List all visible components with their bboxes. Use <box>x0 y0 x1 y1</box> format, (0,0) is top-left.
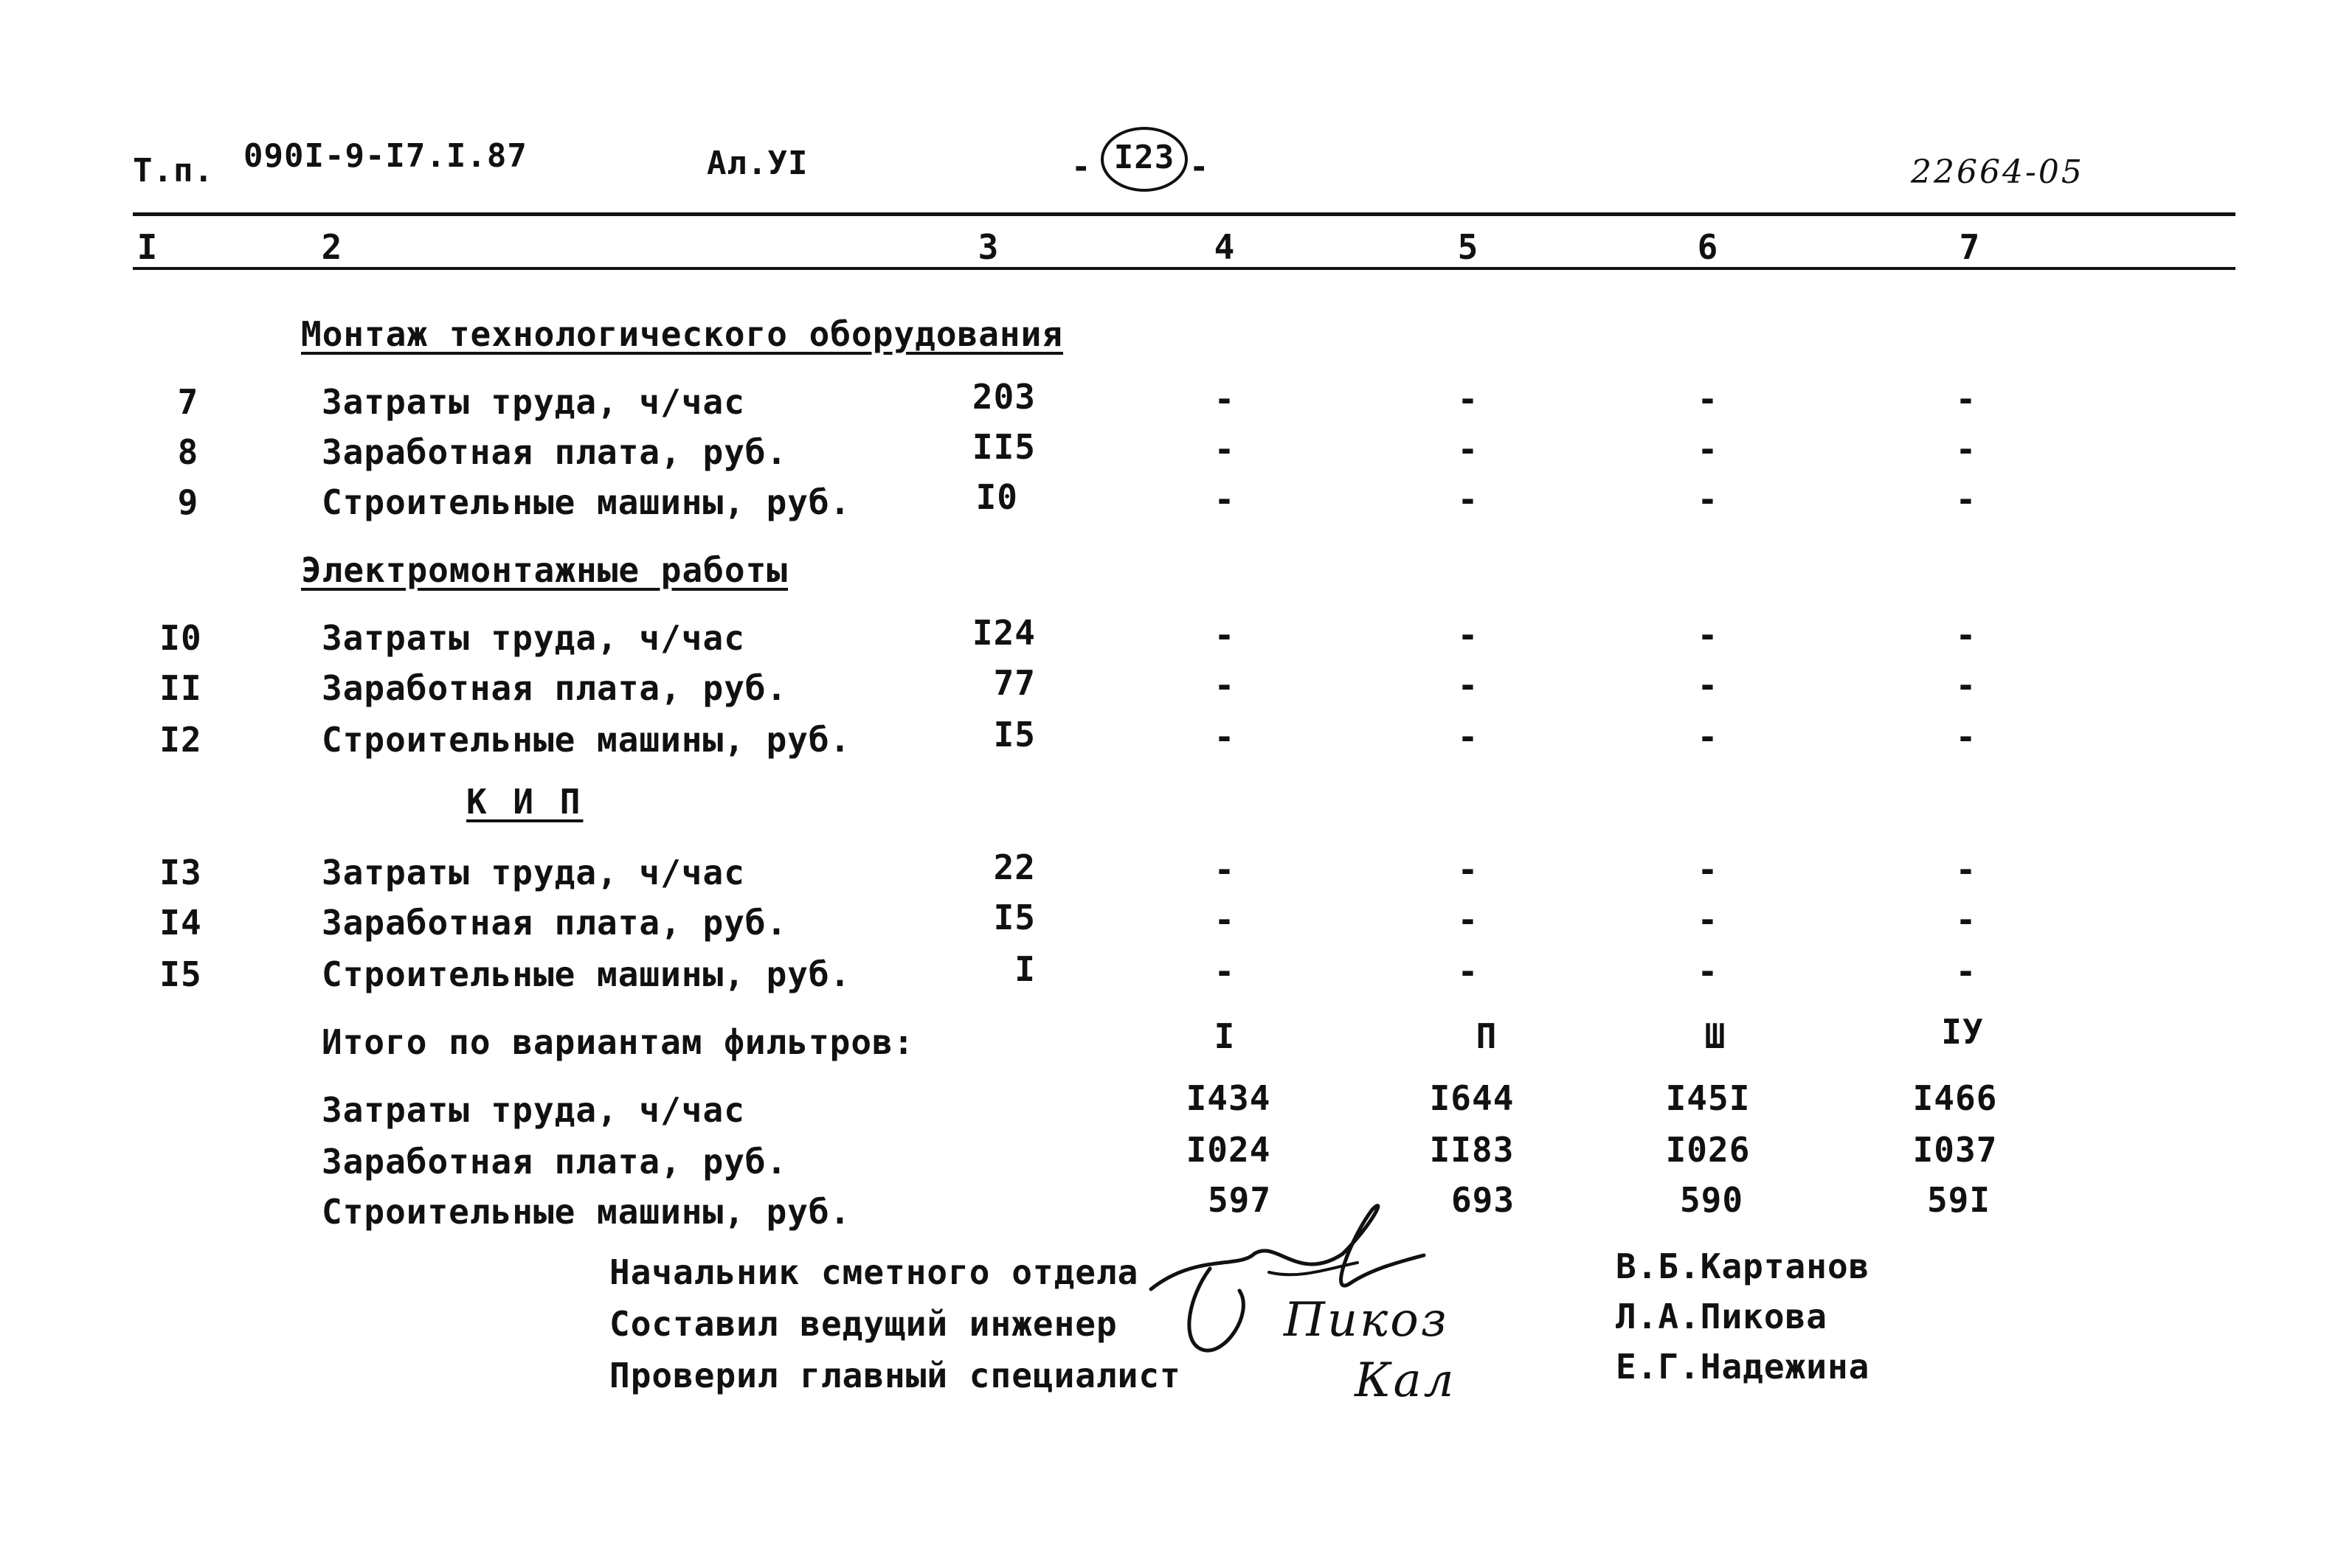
column-5-value: - <box>1457 479 1479 519</box>
signature-role: Начальник сметного отдела <box>609 1252 1139 1292</box>
variant-3-value: I026 <box>1665 1130 1751 1170</box>
column-4-value: - <box>1214 379 1236 419</box>
row-label: Заработная плата, руб. <box>322 668 788 708</box>
column-3-value: I0 <box>975 477 1018 517</box>
column-5-value: - <box>1457 850 1479 889</box>
column-7-value: - <box>1955 479 1977 519</box>
variant-1-value: I024 <box>1186 1130 1271 1170</box>
column-7-value: - <box>1955 379 1977 419</box>
row-label: Затраты труда, ч/час <box>322 1090 745 1130</box>
column-4-value: - <box>1214 717 1236 757</box>
column-5-value: - <box>1457 900 1479 940</box>
column-5-value: - <box>1457 717 1479 757</box>
row-label: Затраты труда, ч/час <box>322 853 745 892</box>
column-6-value: - <box>1697 429 1719 469</box>
handwritten-signature-text: Пикоз <box>1284 1293 1449 1347</box>
signature-name: В.Б.Картанов <box>1616 1246 1870 1286</box>
variant-3-value: 590 <box>1679 1180 1744 1220</box>
row-number: I3 <box>159 853 202 892</box>
column-5-value: - <box>1457 615 1479 655</box>
column-7-value: - <box>1955 850 1977 889</box>
column-4-value: - <box>1214 615 1236 655</box>
column-header-1: I <box>136 227 159 267</box>
row-number: 7 <box>177 382 199 422</box>
totals-title: Итого по вариантам фильтров: <box>322 1022 915 1062</box>
project-code: 090I-9-I7.I.87 <box>243 137 528 175</box>
variant-4-value: I466 <box>1912 1078 1998 1118</box>
column-4-value: - <box>1214 850 1236 889</box>
column-3-value: I <box>1014 949 1036 989</box>
variant-4-value: 59I <box>1926 1180 1991 1220</box>
variant-label-2: П <box>1476 1016 1498 1056</box>
signature-name: Л.А.Пикова <box>1616 1297 1827 1336</box>
column-3-value: 22 <box>993 847 1036 887</box>
column-header-7: 7 <box>1959 227 1981 267</box>
column-3-value: 203 <box>972 377 1036 417</box>
variant-2-value: 693 <box>1450 1180 1515 1220</box>
column-7-value: - <box>1955 900 1977 940</box>
row-number: I5 <box>159 954 202 994</box>
variant-1-value: 597 <box>1207 1180 1272 1220</box>
section-title: Монтаж технологического оборудования <box>301 314 1063 354</box>
column-4-value: - <box>1214 479 1236 519</box>
column-6-value: - <box>1697 951 1719 991</box>
column-5-value: - <box>1457 951 1479 991</box>
column-6-value: - <box>1697 479 1719 519</box>
column-5-value: - <box>1457 429 1479 469</box>
row-label: Строительные машины, руб. <box>322 954 851 994</box>
column-4-value: - <box>1214 665 1236 705</box>
row-label: Строительные машины, руб. <box>322 720 851 760</box>
column-6-value: - <box>1697 717 1719 757</box>
row-number: II <box>159 668 202 708</box>
variant-label-1: I <box>1214 1016 1236 1056</box>
doc-type-prefix: Т.п. <box>133 152 214 190</box>
page-dash-left: - <box>1071 148 1092 186</box>
column-7-value: - <box>1955 665 1977 705</box>
signature-name: Е.Г.Надежина <box>1616 1347 1870 1387</box>
variant-label-4: IУ <box>1941 1012 1984 1052</box>
row-label: Строительные машины, руб. <box>322 482 851 522</box>
column-7-value: - <box>1955 615 1977 655</box>
column-header-5: 5 <box>1457 227 1479 267</box>
album-number: Ал.УI <box>707 145 809 182</box>
column-3-value: I5 <box>993 898 1036 937</box>
column-6-value: - <box>1697 615 1719 655</box>
variant-2-value: I644 <box>1429 1078 1515 1118</box>
variant-4-value: I037 <box>1912 1130 1998 1170</box>
page-dash-right: - <box>1189 148 1210 186</box>
column-4-value: - <box>1214 951 1236 991</box>
column-header-4: 4 <box>1214 227 1236 267</box>
column-3-value: I5 <box>993 715 1036 754</box>
column-7-value: - <box>1955 429 1977 469</box>
column-header-3: 3 <box>978 227 1000 267</box>
variant-label-3: Ш <box>1704 1016 1726 1056</box>
column-6-value: - <box>1697 900 1719 940</box>
handwritten-initials: Кал <box>1355 1353 1456 1408</box>
variant-1-value: I434 <box>1186 1078 1271 1118</box>
inventory-number: 22664-05 <box>1911 153 2084 191</box>
column-4-value: - <box>1214 429 1236 469</box>
signature-role: Составил ведущий инженер <box>609 1304 1118 1344</box>
row-number: I2 <box>159 720 202 760</box>
row-label: Заработная плата, руб. <box>322 1142 788 1182</box>
row-number: I0 <box>159 618 202 658</box>
column-6-value: - <box>1697 379 1719 419</box>
section-title: К И П <box>466 782 584 822</box>
column-5-value: - <box>1457 379 1479 419</box>
row-number: 8 <box>177 432 199 472</box>
row-label: Затраты труда, ч/час <box>322 618 745 658</box>
column-3-value: II5 <box>972 427 1036 467</box>
variant-3-value: I45I <box>1665 1078 1751 1118</box>
row-label: Затраты труда, ч/час <box>322 382 745 422</box>
variant-2-value: II83 <box>1429 1130 1515 1170</box>
page-number: I23 <box>1113 139 1175 176</box>
section-title: Электромонтажные работы <box>301 550 788 590</box>
column-7-value: - <box>1955 951 1977 991</box>
column-7-value: - <box>1955 717 1977 757</box>
column-3-value: 77 <box>993 663 1036 703</box>
column-6-value: - <box>1697 850 1719 889</box>
row-label: Заработная плата, руб. <box>322 903 788 943</box>
row-label: Заработная плата, руб. <box>322 432 788 472</box>
row-number: 9 <box>177 482 199 522</box>
column-5-value: - <box>1457 665 1479 705</box>
column-6-value: - <box>1697 665 1719 705</box>
column-header-6: 6 <box>1697 227 1719 267</box>
column-header-2: 2 <box>321 227 343 267</box>
row-label: Строительные машины, руб. <box>322 1192 851 1232</box>
row-number: I4 <box>159 903 202 943</box>
column-3-value: I24 <box>972 613 1036 653</box>
column-4-value: - <box>1214 900 1236 940</box>
signature-role: Проверил главный специалист <box>609 1356 1181 1395</box>
